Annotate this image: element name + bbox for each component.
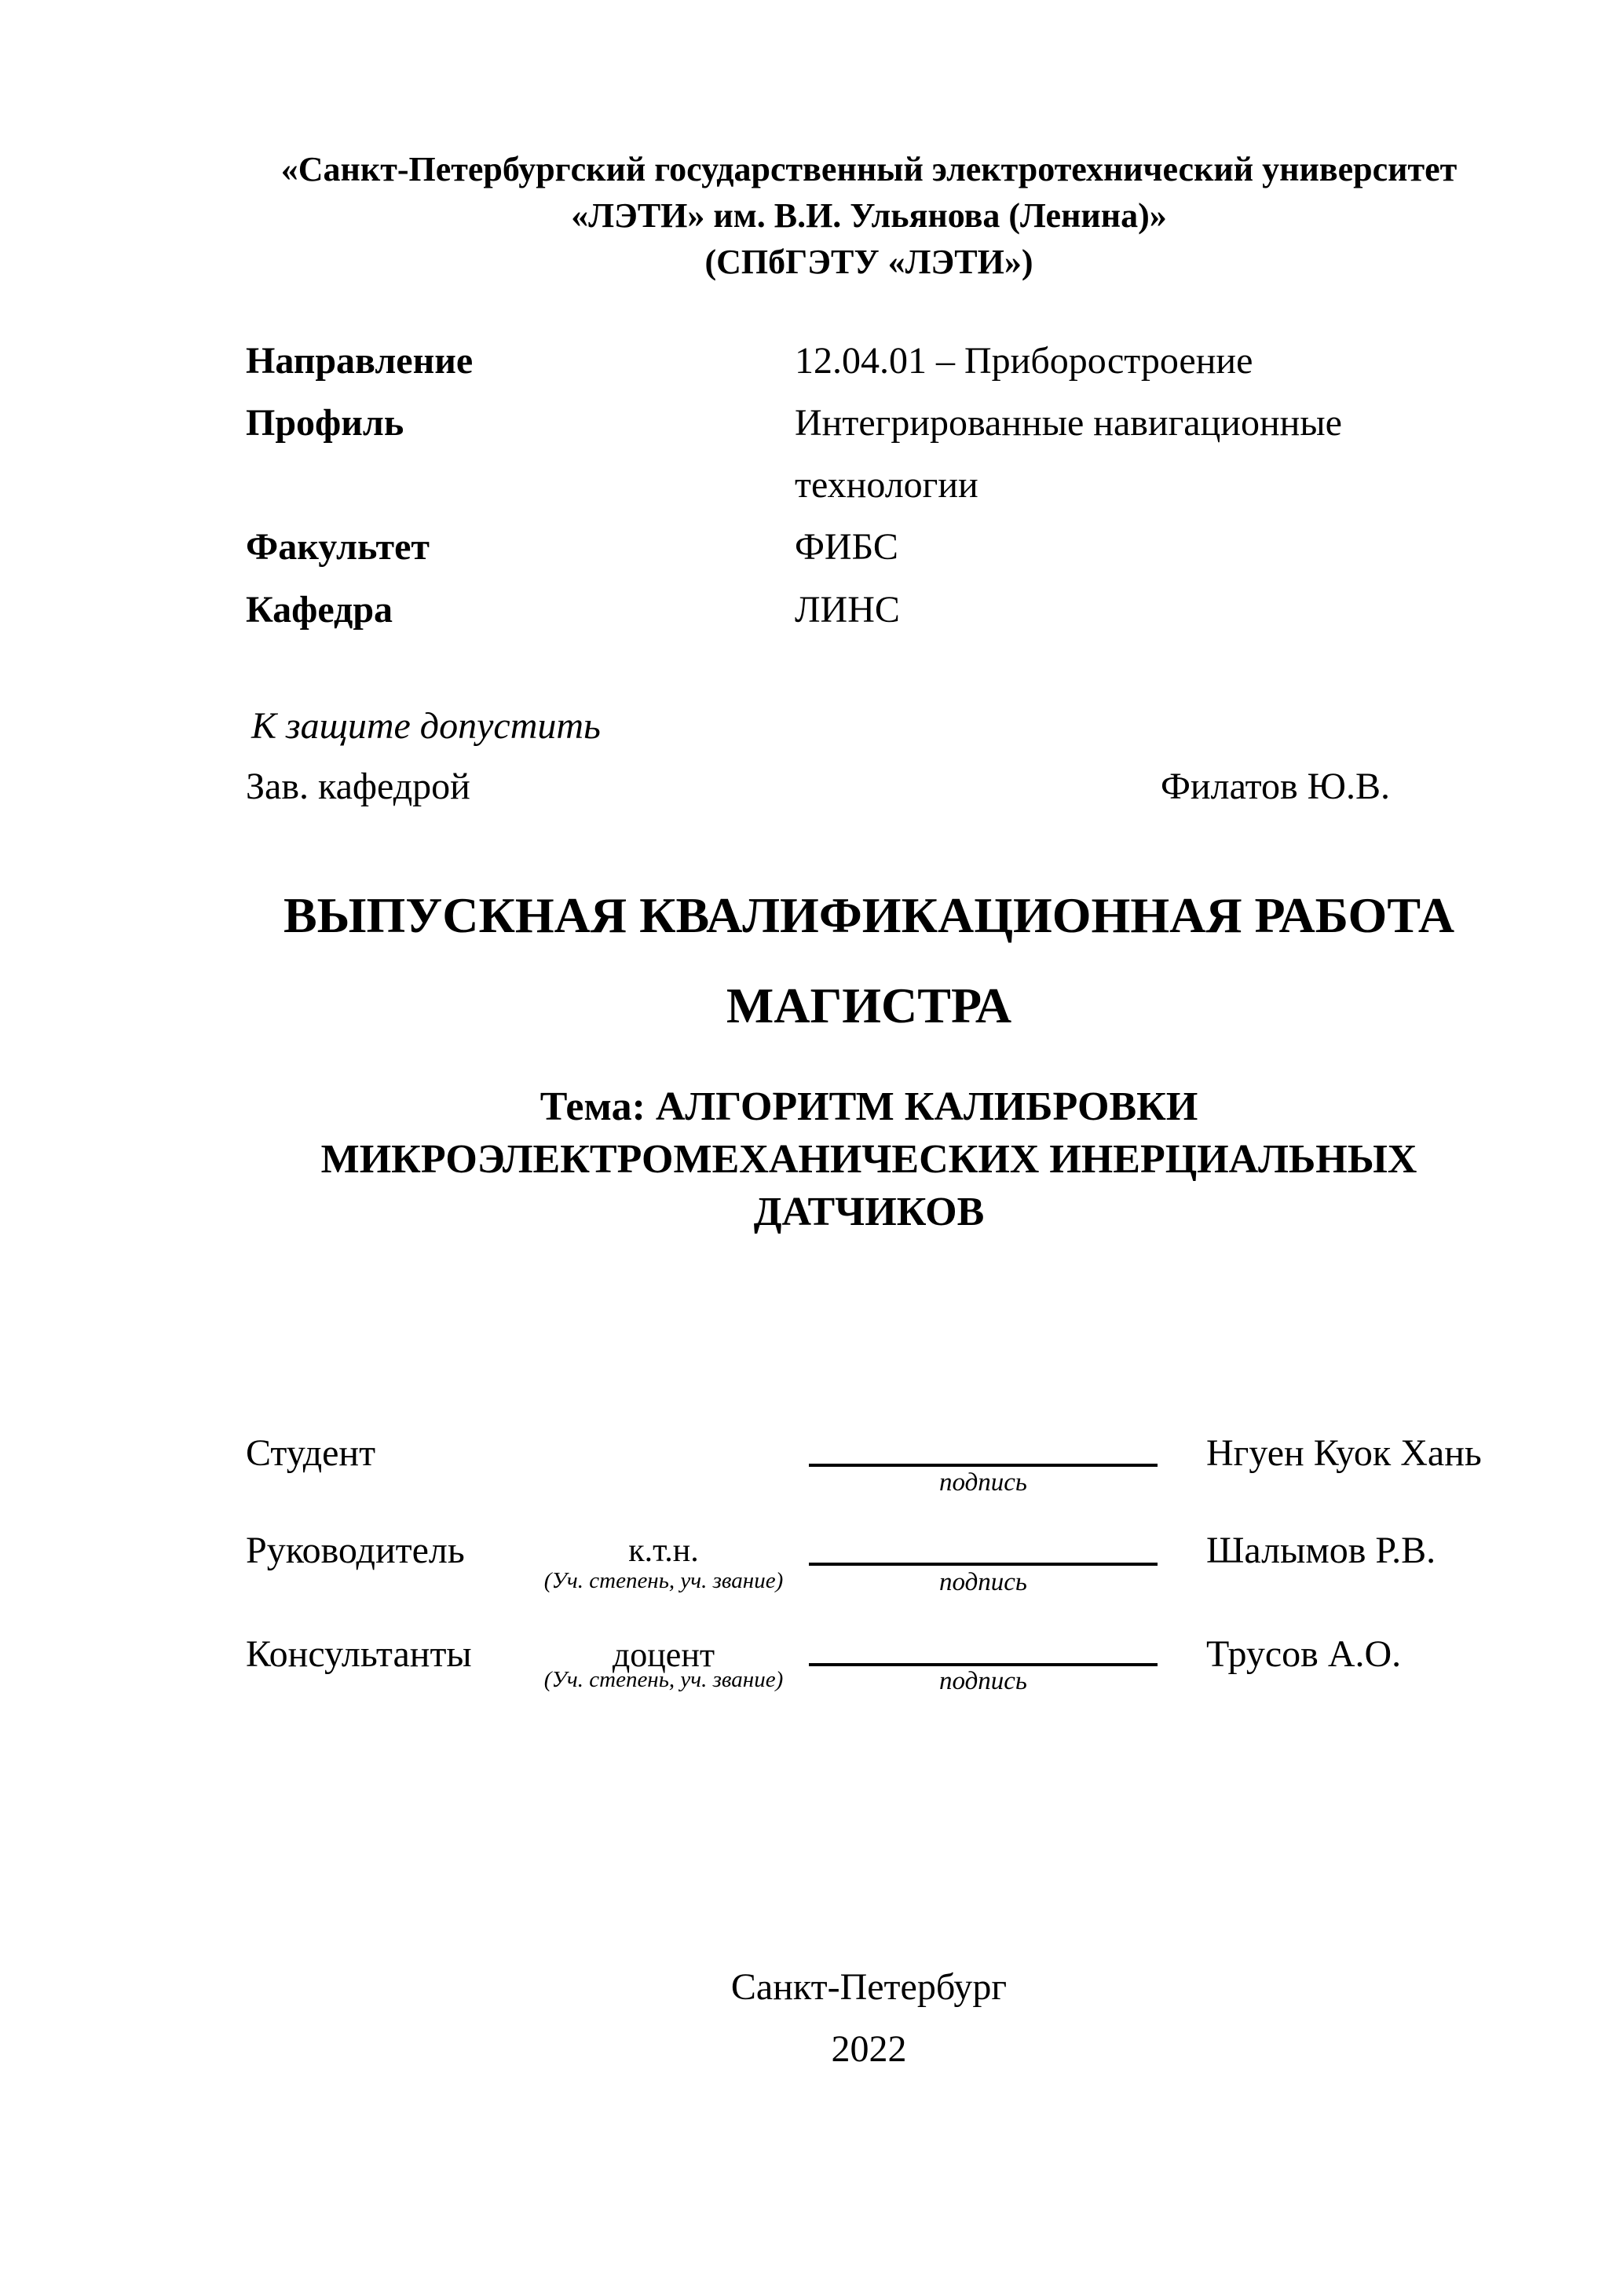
supervisor-degree-caption: (Уч. степень, уч. звание) [543, 1568, 784, 1593]
thesis-title-line1: ВЫПУСКНАЯ КВАЛИФИКАЦИОННАЯ РАБОТА [283, 887, 1455, 943]
footer-year: 2022 [831, 2028, 907, 2070]
consultant-name: Трусов А.О. [1206, 1633, 1402, 1675]
field-label-direction: Направление [246, 340, 474, 382]
consultant-role-label: Консультанты [246, 1633, 472, 1675]
field-label-profile: Профиль [246, 402, 404, 444]
department-head-label: Зав. кафедрой [246, 766, 470, 807]
field-value-direction: 12.04.01 – Приборостроение [795, 340, 1253, 382]
thesis-topic-line3: ДАТЧИКОВ [753, 1190, 985, 1234]
university-name-line2: «ЛЭТИ» им. В.И. Ульянова (Ленина)» [571, 196, 1167, 235]
thesis-topic [246, 1080, 1492, 1238]
university-name-line1: «Санкт-Петербургский государственный электротехнический университет [280, 150, 1458, 188]
consultant-degree: доцент [612, 1636, 715, 1674]
university-abbreviation: (СПбГЭТУ «ЛЭТИ») [704, 243, 1033, 281]
student-signature-caption: подпись [939, 1468, 1027, 1497]
admission-note: К защите допустить [251, 705, 601, 747]
student-signature-line [809, 1464, 1158, 1467]
supervisor-degree: к.т.н. [628, 1533, 699, 1569]
student-role-label: Студент [246, 1432, 376, 1474]
department-head-name: Филатов Ю.В. [1161, 766, 1390, 807]
field-label-department: Кафедра [246, 589, 393, 631]
field-label-faculty: Факультет [246, 526, 430, 568]
student-name: Нгуен Куок Хань [1206, 1432, 1482, 1474]
consultant-degree-caption: (Уч. степень, уч. звание) [543, 1667, 784, 1692]
thesis-topic-line2: МИКРОЭЛЕКТРОМЕХАНИЧЕСКИХ ИНЕРЦИАЛЬНЫХ [320, 1137, 1417, 1182]
supervisor-signature-line [809, 1563, 1158, 1566]
field-value-profile: Интегрированные навигационные [795, 402, 1342, 444]
supervisor-signature-caption: подпись [939, 1568, 1027, 1596]
footer-city: Санкт-Петербург [730, 1966, 1008, 2008]
supervisor-role-label: Руководитель [246, 1530, 465, 1571]
field-value-faculty: ФИБС [795, 526, 898, 568]
consultant-signature-caption: подпись [939, 1667, 1027, 1695]
thesis-topic-line1: Тема: АЛГОРИТМ КАЛИБРОВКИ [540, 1084, 1198, 1129]
field-value-department: ЛИНС [795, 589, 900, 631]
field-value-profile-line2: технологии [795, 464, 978, 506]
thesis-title-line2: МАГИСТРА [726, 978, 1012, 1033]
supervisor-name: Шалымов Р.В. [1206, 1530, 1436, 1571]
thesis-title [246, 870, 1492, 1051]
university-header [246, 146, 1492, 285]
